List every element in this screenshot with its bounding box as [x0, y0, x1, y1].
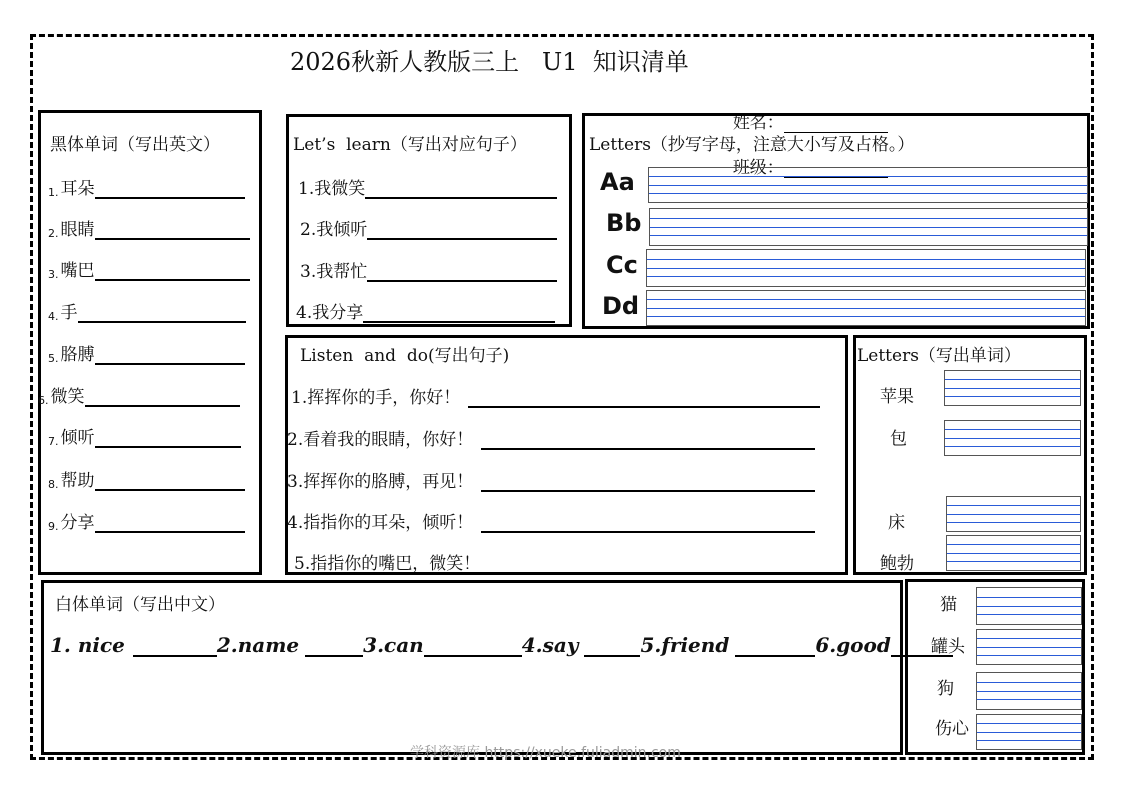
answer-blank[interactable]	[95, 220, 250, 240]
answer-blank[interactable]	[735, 631, 815, 657]
answer-blank[interactable]	[95, 179, 245, 199]
extra-lines-4[interactable]	[976, 714, 1082, 750]
word-lines-2[interactable]	[944, 420, 1081, 456]
extra-lines-1[interactable]	[976, 587, 1082, 625]
answer-blank[interactable]	[95, 345, 245, 365]
item-text: 手	[60, 303, 78, 323]
answer-blank[interactable]	[363, 303, 555, 323]
item-text: 分享	[60, 513, 95, 533]
item-text: 4.指指你的耳朵，倾听！	[287, 513, 474, 533]
bold-word-item-2	[48, 215, 250, 240]
item-text: 倾听	[60, 428, 95, 448]
answer-blank[interactable]	[85, 387, 240, 407]
item-number: 2.	[48, 227, 59, 240]
listen-do-item-3	[287, 467, 815, 492]
item-text: 2.我倾听	[300, 220, 368, 240]
answer-blank[interactable]	[481, 430, 815, 450]
item-text: 1.挥挥你的手，你好！	[291, 388, 461, 408]
lets-learn-item-4	[296, 298, 555, 323]
word-prompt-2: 包	[890, 429, 907, 449]
item-number: 7.	[48, 435, 59, 448]
item-text: 胳膊	[60, 345, 95, 365]
extra-prompt-4: 伤心	[935, 719, 969, 739]
extra-prompt-3: 狗	[937, 679, 954, 699]
answer-blank[interactable]	[481, 513, 815, 533]
extra-prompt-2: 罐头	[931, 637, 965, 657]
copy-lines-aa[interactable]	[648, 167, 1088, 203]
item-text: 1.我微笑	[298, 179, 366, 199]
listen-do-item-4	[287, 508, 815, 533]
listen-do-item-5	[294, 549, 810, 574]
white-word-3: 3.can	[363, 633, 424, 657]
copy-lines-cc[interactable]	[646, 249, 1086, 287]
copy-lines-dd[interactable]	[646, 290, 1086, 326]
word-lines-4[interactable]	[946, 535, 1081, 571]
answer-blank[interactable]	[95, 428, 241, 448]
answer-blank[interactable]	[95, 513, 245, 533]
letter-cc: Cc	[606, 251, 638, 279]
answer-blank[interactable]	[424, 631, 522, 657]
answer-blank[interactable]	[133, 631, 217, 657]
answer-blank[interactable]	[95, 471, 245, 491]
extra-lines-2[interactable]	[976, 629, 1082, 665]
word-lines-3[interactable]	[946, 496, 1081, 532]
white-word-4: 4.say	[521, 633, 579, 657]
lets-learn-item-2	[300, 215, 557, 240]
answer-blank[interactable]	[95, 261, 250, 281]
word-prompt-3: 床	[888, 513, 905, 533]
item-text: 耳朵	[60, 179, 95, 199]
letter-dd: Dd	[602, 292, 640, 320]
extra-prompt-1: 猫	[940, 595, 957, 615]
bold-word-item-4	[48, 298, 246, 323]
lets-learn-header: Let’s learn（写出对应句子）	[293, 135, 527, 155]
letter-aa: Aa	[600, 168, 635, 196]
bold-word-item-9	[48, 508, 245, 533]
bold-word-item-5	[48, 340, 245, 365]
word-lines-1[interactable]	[944, 370, 1081, 406]
item-text: 嘴巴	[60, 261, 95, 281]
item-text: 帮助	[60, 471, 95, 491]
name-label: 姓名：	[732, 113, 784, 133]
white-words-header: 白体单词（写出中文）	[55, 595, 225, 615]
bold-word-item-3	[48, 256, 250, 281]
bold-word-item-1	[48, 174, 245, 199]
white-word-1: 1. nice	[50, 633, 125, 657]
page-title: 2026秋新人教版三上 U1 知识清单	[290, 48, 689, 76]
item-text: 微笑	[50, 387, 85, 407]
word-prompt-4: 鲍勃	[880, 554, 914, 574]
item-number: 6.	[38, 394, 49, 407]
answer-blank[interactable]	[367, 262, 557, 282]
listen-do-box	[285, 335, 848, 575]
item-number: 1.	[48, 186, 59, 199]
letters-copy-header: Letters（抄写字母，注意大小写及占格。）	[589, 135, 915, 155]
listen-do-item-2	[287, 425, 815, 450]
word-prompt-1: 苹果	[880, 387, 914, 407]
white-words-row	[50, 631, 953, 657]
lets-learn-item-3	[300, 257, 557, 282]
bold-word-item-7	[48, 423, 241, 448]
item-text: 4.我分享	[296, 303, 364, 323]
answer-blank[interactable]	[468, 388, 820, 408]
bold-word-item-6	[38, 382, 240, 407]
item-number: 4.	[48, 310, 59, 323]
white-word-2: 2.name	[216, 633, 300, 657]
listen-do-header: Listen and do(写出句子)	[300, 346, 510, 366]
answer-blank[interactable]	[488, 554, 810, 574]
item-text: 眼睛	[60, 220, 95, 240]
letter-bb: Bb	[606, 209, 642, 237]
item-number: 3.	[48, 268, 59, 281]
bold-word-item-8	[48, 466, 245, 491]
item-text: 3.挥挥你的胳膊，再见！	[287, 472, 474, 492]
answer-blank[interactable]	[481, 472, 815, 492]
white-word-5: 5.friend	[640, 633, 730, 657]
item-number: 8.	[48, 478, 59, 491]
white-word-6: 6.good	[815, 633, 891, 657]
listen-do-item-1	[291, 383, 820, 408]
letters-words-header: Letters（写出单词）	[857, 346, 1021, 366]
item-number: 5.	[48, 352, 59, 365]
item-text: 2.看着我的眼睛，你好！	[287, 430, 474, 450]
answer-blank[interactable]	[584, 631, 640, 657]
watermark: 学科资源库 https://xueke.fuliadmin.com	[410, 745, 681, 761]
answer-blank[interactable]	[305, 631, 363, 657]
answer-blank[interactable]	[367, 220, 557, 240]
answer-blank[interactable]	[78, 303, 246, 323]
copy-lines-bb[interactable]	[649, 208, 1088, 246]
item-number: 9.	[48, 520, 59, 533]
extra-lines-3[interactable]	[976, 672, 1082, 710]
item-text: 5.指指你的嘴巴，微笑！	[294, 554, 481, 574]
answer-blank[interactable]	[365, 179, 557, 199]
bold-words-header: 黑体单词（写出英文）	[50, 135, 220, 155]
item-text: 3.我帮忙	[300, 262, 368, 282]
lets-learn-item-1	[298, 174, 557, 199]
